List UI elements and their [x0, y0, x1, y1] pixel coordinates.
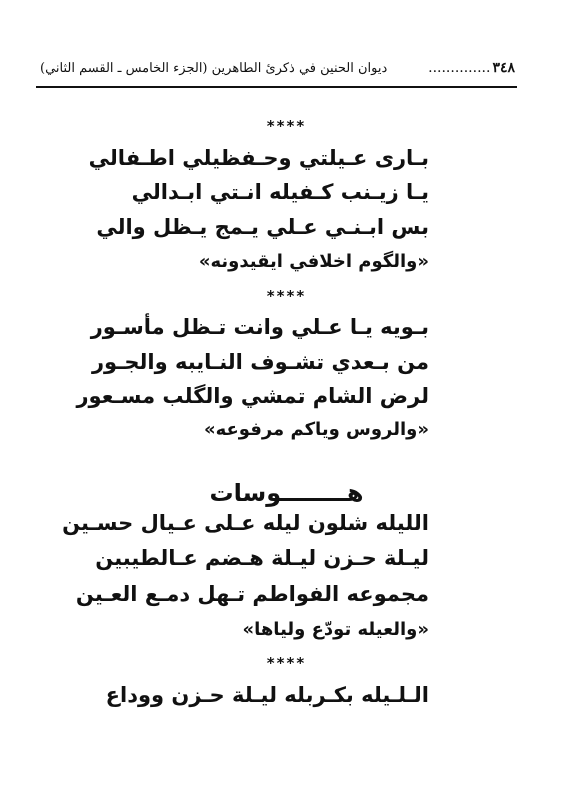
- verse-line: يـا زيـنب كـفيله انـتي ابـدالي: [131, 180, 429, 204]
- verse-line: مجموعه الفواطم تـهل دمـع العـين: [75, 582, 429, 606]
- header-title: ديوان الحنين في ذكرئ الطاهرين (الجزء الخامس ـ القسم الثاني): [40, 60, 388, 76]
- verse-line: الليله شلون ليله عـلى عـيال حسـين: [62, 511, 429, 535]
- verse-line: بـارى عـيلتي وحـفظيلي اطـفالي: [88, 146, 429, 170]
- stanza-separator: ****: [266, 654, 307, 672]
- refrain-line: «والعيله تودّع ولياها»: [242, 619, 429, 640]
- verse-line: لرض الشام تمشي والگلب مسـعور: [76, 384, 429, 408]
- stanza-separator: ****: [266, 117, 307, 135]
- verse-line: الـلـيله بكـربله ليـلة حـزن ووداع: [105, 683, 429, 707]
- page-number: ٣٤٨: [492, 60, 515, 76]
- verse-line: من بـعدي تشـوف النـايبه والجـور: [91, 350, 429, 374]
- refrain-line: «والگوم اخلافي ايقيدونه»: [198, 251, 429, 272]
- verse-line: بـويه يـا عـلي وانت تـظل مأسـور: [90, 315, 429, 339]
- stanza-separator: ****: [266, 287, 307, 305]
- running-header: [40, 56, 515, 80]
- verse-line: بس ابـنـي عـلي يـمج يـظل والي: [96, 215, 429, 239]
- header-rule: [36, 86, 517, 88]
- header-dots: ..............: [428, 60, 491, 76]
- refrain-line: «والروس وياكم مرفوعه»: [203, 419, 429, 440]
- section-heading: هــــــــوسات: [209, 479, 364, 507]
- verse-line: ليـلة حـزن ليـلة هـضم عـالطيبين: [95, 546, 429, 570]
- header-leader: [428, 60, 515, 76]
